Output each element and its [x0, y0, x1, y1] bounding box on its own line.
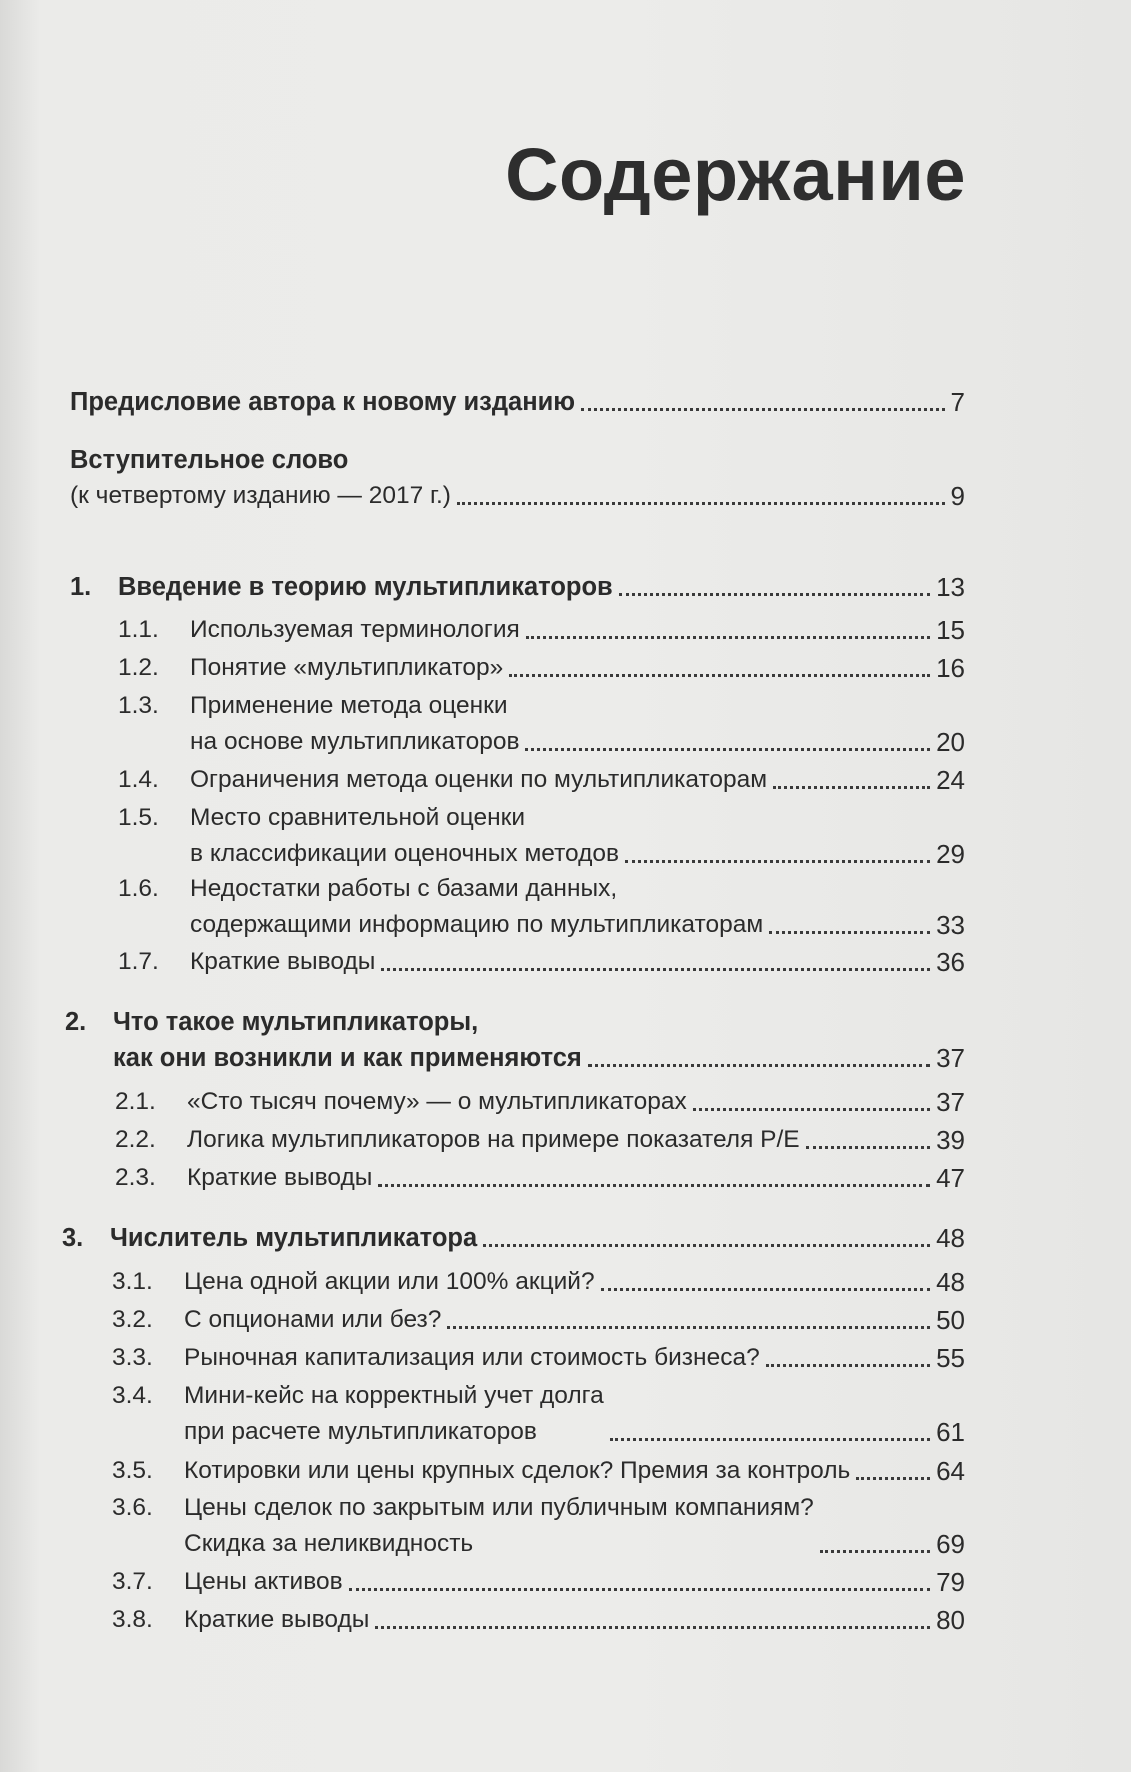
- toc-section[interactable]: [118, 688, 965, 760]
- toc-page-number: 80: [936, 1605, 965, 1635]
- dot-leader: [693, 1108, 930, 1111]
- section-title: Краткие выводы: [187, 1164, 373, 1191]
- dot-leader: [378, 1184, 930, 1187]
- toc-section[interactable]: [118, 762, 965, 798]
- section-number: 3.5.: [112, 1457, 153, 1484]
- toc-section[interactable]: [115, 1122, 965, 1158]
- section-number: 3.8.: [112, 1606, 153, 1633]
- toc-page-number: 69: [936, 1529, 965, 1559]
- toc-section[interactable]: [112, 1453, 965, 1489]
- toc-section[interactable]: [112, 1602, 965, 1638]
- section-title: Краткие выводы: [184, 1606, 370, 1633]
- toc-section[interactable]: [118, 612, 965, 648]
- section-number: 3.6.: [112, 1494, 153, 1521]
- toc-chapter-1[interactable]: [70, 569, 965, 605]
- section-number: 2.2.: [115, 1126, 156, 1153]
- dot-leader: [820, 1550, 930, 1553]
- toc-section[interactable]: [112, 1378, 965, 1450]
- chapter-title: Что такое мультипликаторы, как они возникли и как применяются: [113, 1008, 582, 1072]
- section-number: 1.4.: [118, 766, 159, 793]
- chapter-title: Числитель мультипликатора: [110, 1224, 478, 1252]
- section-number: 1.3.: [118, 692, 159, 719]
- section-number: 3.3.: [112, 1344, 153, 1371]
- toc-section[interactable]: [115, 1160, 965, 1196]
- section-title: Применение метода оценки на основе мультипликаторов: [190, 692, 520, 755]
- section-number: 1.1.: [118, 616, 159, 643]
- dot-leader: [625, 860, 930, 863]
- page-title: Содержание: [505, 133, 966, 216]
- toc-page-number: 47: [936, 1163, 965, 1193]
- toc-section[interactable]: [112, 1490, 965, 1562]
- section-title: Рыночная капитализация или стоимость бизнеса?: [184, 1344, 760, 1371]
- section-number: 1.6.: [118, 875, 159, 902]
- dot-leader: [457, 502, 945, 505]
- toc-section[interactable]: [112, 1340, 965, 1376]
- toc-entry-label: Вступительное слово: [70, 446, 349, 474]
- toc-page-number: 24: [936, 765, 965, 795]
- toc-entry-preface[interactable]: [70, 384, 965, 420]
- section-title: Цены активов: [184, 1568, 343, 1595]
- dot-leader: [619, 593, 930, 596]
- dot-leader: [806, 1146, 930, 1149]
- toc-section[interactable]: [112, 1564, 965, 1600]
- toc-page-number: 9: [950, 481, 965, 511]
- toc-page-number: 16: [936, 653, 965, 683]
- section-title: «Сто тысяч почему» — о мультипликаторах: [187, 1088, 687, 1115]
- toc-page-number: 39: [936, 1125, 965, 1155]
- section-number: 1.7.: [118, 948, 159, 975]
- chapter-number: 2.: [65, 1008, 87, 1036]
- toc-page-number: 48: [936, 1267, 965, 1297]
- dot-leader: [773, 786, 930, 789]
- section-number: 2.1.: [115, 1088, 156, 1115]
- toc-page-number: 48: [936, 1223, 965, 1253]
- toc-page-number: 13: [936, 572, 965, 602]
- section-title: Понятие «мультипликатор»: [190, 654, 504, 681]
- toc-page-number: 55: [936, 1343, 965, 1373]
- section-title: Ограничения метода оценки по мультипликаторам: [190, 766, 768, 793]
- dot-leader: [381, 968, 930, 971]
- dot-leader: [769, 931, 930, 934]
- section-title: С опционами или без?: [184, 1306, 442, 1333]
- toc-page-number: 15: [936, 615, 965, 645]
- toc-page-number: 37: [936, 1087, 965, 1117]
- dot-leader: [610, 1438, 930, 1441]
- toc-page-number: 36: [936, 947, 965, 977]
- toc-page-number: 33: [936, 910, 965, 940]
- dot-leader: [483, 1244, 930, 1247]
- dot-leader: [856, 1477, 930, 1480]
- toc-section[interactable]: [118, 944, 965, 980]
- section-title: Мини-кейс на корректный учет долга при расчете мультипликаторов: [184, 1382, 604, 1445]
- toc-page-number: 64: [936, 1456, 965, 1486]
- toc-chapter-2[interactable]: [65, 1004, 965, 1076]
- toc-page-number: 37: [936, 1043, 965, 1073]
- toc-section[interactable]: [115, 1084, 965, 1120]
- toc-entry-introduction-subtitle[interactable]: [70, 478, 965, 514]
- toc-page-number: 50: [936, 1305, 965, 1335]
- toc-entry-introduction[interactable]: [70, 443, 965, 477]
- toc-page-number: 7: [950, 387, 965, 417]
- section-title: Место сравнительной оценки в классификации оценочных методов: [190, 804, 620, 867]
- section-title: Недостатки работы с базами данных, содержащими информацию по мультипликаторам: [190, 875, 764, 938]
- section-number: 1.5.: [118, 804, 159, 831]
- dot-leader: [766, 1364, 930, 1367]
- section-number: 3.4.: [112, 1382, 153, 1409]
- section-title: Цена одной акции или 100% акций?: [184, 1268, 595, 1295]
- toc-chapter-3[interactable]: [62, 1220, 965, 1256]
- dot-leader: [588, 1064, 930, 1067]
- section-title: Используемая терминология: [190, 616, 520, 643]
- toc-section[interactable]: [112, 1264, 965, 1300]
- dot-leader: [525, 748, 930, 751]
- dot-leader: [581, 408, 944, 411]
- toc-entry-label: Предисловие автора к новому изданию: [70, 388, 576, 416]
- section-number: 3.2.: [112, 1306, 153, 1333]
- toc-page-number: 61: [936, 1417, 965, 1447]
- section-title: Котировки или цены крупных сделок? Премия за контроль: [184, 1457, 851, 1484]
- toc-page-number: 20: [936, 727, 965, 757]
- section-title: Краткие выводы: [190, 948, 376, 975]
- toc-section[interactable]: [112, 1302, 965, 1338]
- toc-section[interactable]: [118, 650, 965, 686]
- dot-leader: [526, 636, 930, 639]
- dot-leader: [509, 674, 930, 677]
- section-title: Логика мультипликаторов на примере показателя P/E: [187, 1126, 800, 1153]
- dot-leader: [375, 1626, 930, 1629]
- chapter-number: 1.: [70, 573, 92, 601]
- section-number: 3.1.: [112, 1268, 153, 1295]
- section-number: 3.7.: [112, 1568, 153, 1595]
- section-title: Цены сделок по закрытым или публичным компаниям? Скидка за неликвидность: [184, 1494, 814, 1557]
- section-number: 2.3.: [115, 1164, 156, 1191]
- toc-section[interactable]: [118, 871, 965, 943]
- chapter-title: Введение в теорию мультипликаторов: [118, 573, 613, 601]
- toc-entry-label: (к четвертому изданию — 2017 г.): [70, 482, 451, 509]
- dot-leader: [601, 1288, 930, 1291]
- toc-page-number: 79: [936, 1567, 965, 1597]
- dot-leader: [447, 1326, 930, 1329]
- toc-section[interactable]: [118, 800, 965, 872]
- dot-leader: [349, 1588, 930, 1591]
- section-number: 1.2.: [118, 654, 159, 681]
- chapter-number: 3.: [62, 1224, 84, 1252]
- toc-page-number: 29: [936, 839, 965, 869]
